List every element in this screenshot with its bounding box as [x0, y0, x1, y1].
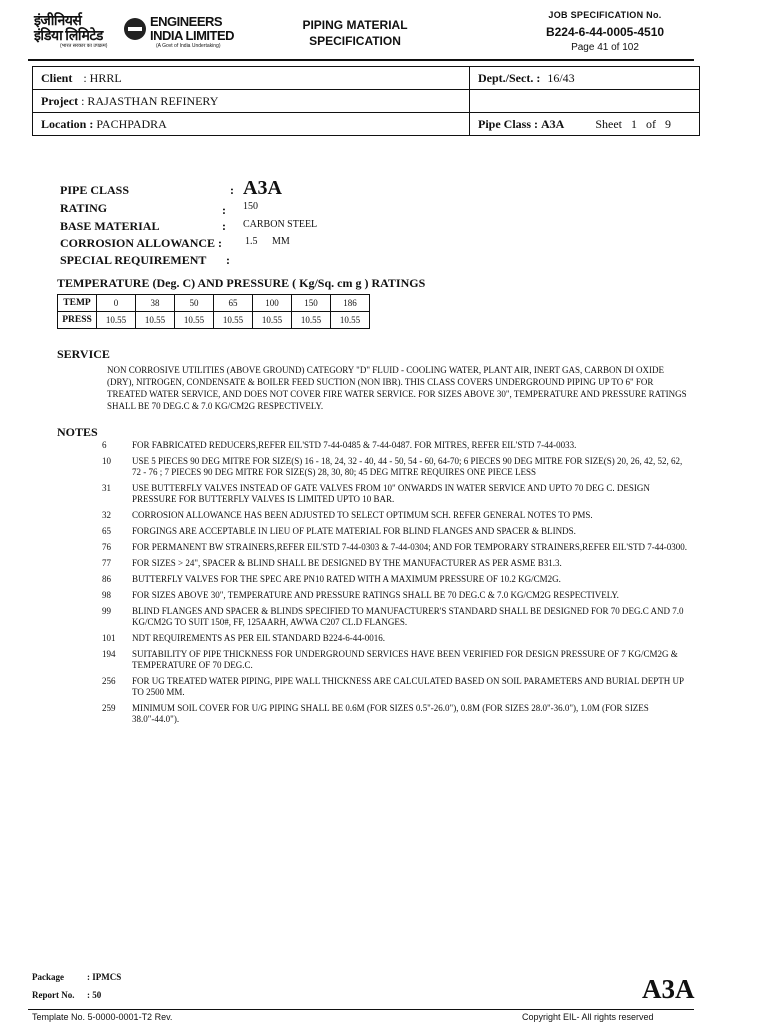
- note-item: [100, 574, 700, 585]
- note-item: [100, 440, 700, 451]
- note-number: 10: [102, 456, 111, 466]
- temp-cell: 186: [331, 295, 370, 312]
- note-number: 98: [102, 590, 111, 600]
- note-number: 77: [102, 558, 111, 568]
- footer-pipe-class: A3A: [642, 974, 695, 1004]
- note-text: FOR FABRICATED REDUCERS,REFER EIL'STD 7-44-0485 & 7-44-0487. FOR MITRES, REFER EIL'STD 7-44-0033.: [132, 440, 577, 450]
- location-label: Location :: [41, 116, 94, 131]
- base-material-colon: :: [222, 219, 226, 233]
- dept-label: Dept./Sect. :: [478, 70, 541, 85]
- note-number: 65: [102, 526, 111, 536]
- note-item: [100, 542, 700, 553]
- note-item: [100, 483, 700, 505]
- note-number: 86: [102, 574, 111, 584]
- pipe-class-label: PIPE CLASS: [60, 183, 130, 197]
- press-cell: 10.55: [331, 312, 370, 329]
- location-cell: [33, 113, 470, 136]
- copyright-text: Copyright EIL- All rights reserved: [522, 1012, 654, 1022]
- temp-row: [58, 295, 370, 312]
- package-value: : IPMCS: [87, 972, 122, 982]
- note-item: [100, 526, 700, 537]
- logo-en-line1: ENGINEERS: [150, 14, 223, 29]
- press-cell: 10.55: [214, 312, 253, 329]
- dept-cell: [470, 67, 700, 90]
- report-value: : 50: [87, 990, 102, 1000]
- client-value: : HRRL: [83, 70, 122, 85]
- note-text: FOR SIZES > 24", SPACER & BLIND SHALL BE DESIGNED BY THE MANUFACTURER AS PER ASME B31.3.: [132, 558, 562, 568]
- project-value: : RAJASTHAN REFINERY: [81, 93, 219, 108]
- note-text: SUITABILITY OF PIPE THICKNESS FOR UNDERGROUND SERVICES HAVE BEEN VERIFIED FOR DESIGN PRESSURE OF 7 KG/CM2G & TEMPERATURE OF 70 DEG.C.: [132, 649, 678, 670]
- sheet-number: Sheet 1 of 9: [595, 116, 671, 131]
- pipe-class-cell: [470, 113, 700, 136]
- press-cell: 10.55: [292, 312, 331, 329]
- service-text: NON CORROSIVE UTILITIES (ABOVE GROUND) CATEGORY "D" FLUID - COOLING WATER, PLANT AIR, INERT GAS, CARBON DI OXIDE (DRY), NITROGEN, CONDENSATE & BOILER FEED SUCTION (NON IBR). THIS CLASS COVERS UNDERGROUND PIPING UP TO 6" FOR TREATED WATER SERVICE, AND DOES NOT COVER FIRE WATER SERVICE. FOR SIZES ABOVE 30", TEMPERATURE AND PRESSURE RATINGS SHALL BE 70 DEG.C & 7.0 KG/CM2G RESPECTIVELY.: [107, 365, 687, 411]
- note-text: BLIND FLANGES AND SPACER & BLINDS SPECIFIED TO MANUFACTURER'S STANDARD SHALL BE DESIGNED FOR 70 DEG.C AND 7.0 KG/CM2G TO SUIT 150#, FF, 125AARH, AWWA C207 CL.D FLANGES.: [132, 606, 684, 627]
- base-material-label: BASE MATERIAL: [60, 219, 160, 233]
- package-label: Package: [32, 972, 64, 982]
- note-text: CORROSION ALLOWANCE HAS BEEN ADJUSTED TO SELECT OPTIMUM SCH. REFER GENERAL NOTES TO PMS.: [132, 510, 593, 520]
- project-label: Project: [41, 93, 79, 108]
- note-item: [100, 649, 700, 671]
- temp-label: TEMP: [58, 295, 97, 312]
- document-title: [280, 17, 430, 49]
- note-item: [100, 703, 700, 725]
- logo-hindi-subtitle: (भारत सरकार का उपक्रम): [60, 43, 108, 49]
- temp-cell: 38: [136, 295, 175, 312]
- note-item: [100, 558, 700, 569]
- job-spec-label: JOB SPECIFICATION No.: [548, 10, 662, 20]
- logo-subtitle: (A Govt of India Undertaking): [156, 43, 221, 49]
- note-item: [100, 676, 700, 698]
- project-cell: [33, 90, 470, 113]
- temp-pressure-title: TEMPERATURE (Deg. C) AND PRESSURE ( Kg/Sq. cm g ) RATINGS: [57, 276, 426, 290]
- press-cell: 10.55: [97, 312, 136, 329]
- note-item: [100, 633, 700, 644]
- logo-hindi-text: [34, 14, 103, 44]
- client-label: Client: [41, 70, 73, 85]
- notes-heading: NOTES: [57, 425, 98, 439]
- temp-cell: 150: [292, 295, 331, 312]
- note-number: 256: [102, 676, 116, 686]
- note-text: USE BUTTERFLY VALVES INSTEAD OF GATE VALVES FROM 10" ONWARDS IN WATER SERVICE AND UPTO 70 DEG C. DESIGN PRESSURE FOR BUTTERFLY VALVES IS LIMITED UPTO 10 BAR.: [132, 483, 650, 504]
- note-item: [100, 606, 700, 628]
- note-text: FOR SIZES ABOVE 30", TEMPERATURE AND PRESSURE RATINGS SHALL BE 70 DEG.C & 7.0 KG/CM2G RESPECTIVELY.: [132, 590, 619, 600]
- logo-en-line2: INDIA LIMITED: [150, 28, 235, 43]
- note-item: [100, 590, 700, 601]
- note-text: FOR UG TREATED WATER PIPING, PIPE WALL THICKNESS ARE CALCULATED BASED ON SOIL PARAMETERS AND BURIAL DEPTH UP TO 2500 MM.: [132, 676, 684, 697]
- note-text: MINIMUM SOIL COVER FOR U/G PIPING SHALL BE 0.6M (FOR SIZES 0.5"-26.0"), 0.8M (FOR SIZES 28.0"-36.0"), 1.0M (FOR SIZES 38.0"-44.0").: [132, 703, 649, 724]
- pipe-class-value: A3A: [541, 116, 565, 131]
- note-number: 194: [102, 649, 116, 659]
- press-cell: 10.55: [136, 312, 175, 329]
- rating-colon: :: [222, 203, 226, 217]
- project-info-table: [32, 66, 700, 136]
- title-line2: SPECIFICATION: [309, 34, 401, 48]
- rating-label: RATING: [60, 201, 108, 215]
- client-cell: [33, 67, 470, 90]
- temp-cell: 0: [97, 295, 136, 312]
- job-spec-number: B224-6-44-0005-4510: [545, 25, 665, 39]
- base-material-value: CARBON STEEL: [243, 219, 318, 230]
- template-number: Template No. 5-0000-0001-T2 Rev.: [32, 1012, 173, 1022]
- page-number: Page 41 of 102: [571, 42, 639, 53]
- dept-value: 16/43: [547, 70, 575, 85]
- pipe-class-colon: :: [230, 183, 234, 197]
- notes-list: [100, 440, 700, 730]
- temp-cell: 65: [214, 295, 253, 312]
- temp-pressure-table: [57, 294, 370, 329]
- header-divider: [28, 59, 694, 61]
- note-number: 101: [102, 633, 116, 643]
- note-text: NDT REQUIREMENTS AS PER EIL STANDARD B224-6-44-0016.: [132, 633, 386, 643]
- rating-value: 150: [243, 201, 258, 212]
- note-item: [100, 456, 700, 478]
- corrosion-allowance-unit: MM: [272, 236, 290, 247]
- special-requirement-colon: :: [226, 253, 230, 267]
- note-number: 31: [102, 483, 111, 493]
- note-text: FOR PERMANENT BW STRAINERS,REFER EIL'STD 7-44-0303 & 7-44-0304; AND FOR TEMPORARY STRAINERS,REFER EIL'STD 7-44-0300.: [132, 542, 687, 552]
- location-value: PACHPADRA: [96, 116, 167, 131]
- note-item: [100, 510, 700, 521]
- note-number: 259: [102, 703, 116, 713]
- special-requirement-label: SPECIAL REQUIREMENT: [60, 253, 207, 267]
- note-number: 32: [102, 510, 111, 520]
- logo-hindi-line2: इंडिया लिमिटेड: [34, 29, 103, 44]
- temp-cell: 100: [253, 295, 292, 312]
- pipe-class-label: Pipe Class :: [478, 116, 538, 131]
- report-label: Report No.: [32, 990, 75, 1000]
- title-line1: PIPING MATERIAL: [302, 18, 408, 32]
- note-number: 99: [102, 606, 111, 616]
- press-cell: 10.55: [253, 312, 292, 329]
- logo-hindi-line1: इंजीनियर्स: [34, 14, 82, 29]
- corrosion-allowance-label: CORROSION ALLOWANCE :: [60, 236, 223, 250]
- note-number: 76: [102, 542, 111, 552]
- corrosion-allowance-value: 1.5: [245, 236, 258, 247]
- logo-english-text: [150, 15, 234, 43]
- temp-cell: 50: [175, 295, 214, 312]
- pipe-class-value: A3A: [243, 177, 282, 199]
- eil-emblem-icon: [124, 18, 146, 40]
- footer-divider: [28, 1009, 694, 1010]
- note-text: FORGINGS ARE ACCEPTABLE IN LIEU OF PLATE MATERIAL FOR BLIND FLANGES AND SPACER & BLINDS.: [132, 526, 576, 536]
- press-label: PRESS: [58, 312, 97, 329]
- press-cell: 10.55: [175, 312, 214, 329]
- note-text: USE 5 PIECES 90 DEG MITRE FOR SIZE(S) 16 - 18, 24, 32 - 40, 44 - 50, 54 - 60, 64-70; 6 PIECES 90 DEG MITRE FOR SIZE(S) 20, 26, 42, 52, 62, 72 - 76 ; 7 PIECES 90 DEG MITRE FOR SIZE(S) 28, 30, 80; 45 DEG MITRE REQUIRES ONE PIECE LESS: [132, 456, 683, 477]
- service-heading: SERVICE: [57, 347, 110, 361]
- note-number: 6: [102, 440, 107, 450]
- empty-cell: [470, 90, 700, 113]
- press-row: [58, 312, 370, 329]
- note-text: BUTTERFLY VALVES FOR THE SPEC ARE PN10 RATED WITH A MAXIMUM PRESSURE OF 10.2 KG/CM2G.: [132, 574, 561, 584]
